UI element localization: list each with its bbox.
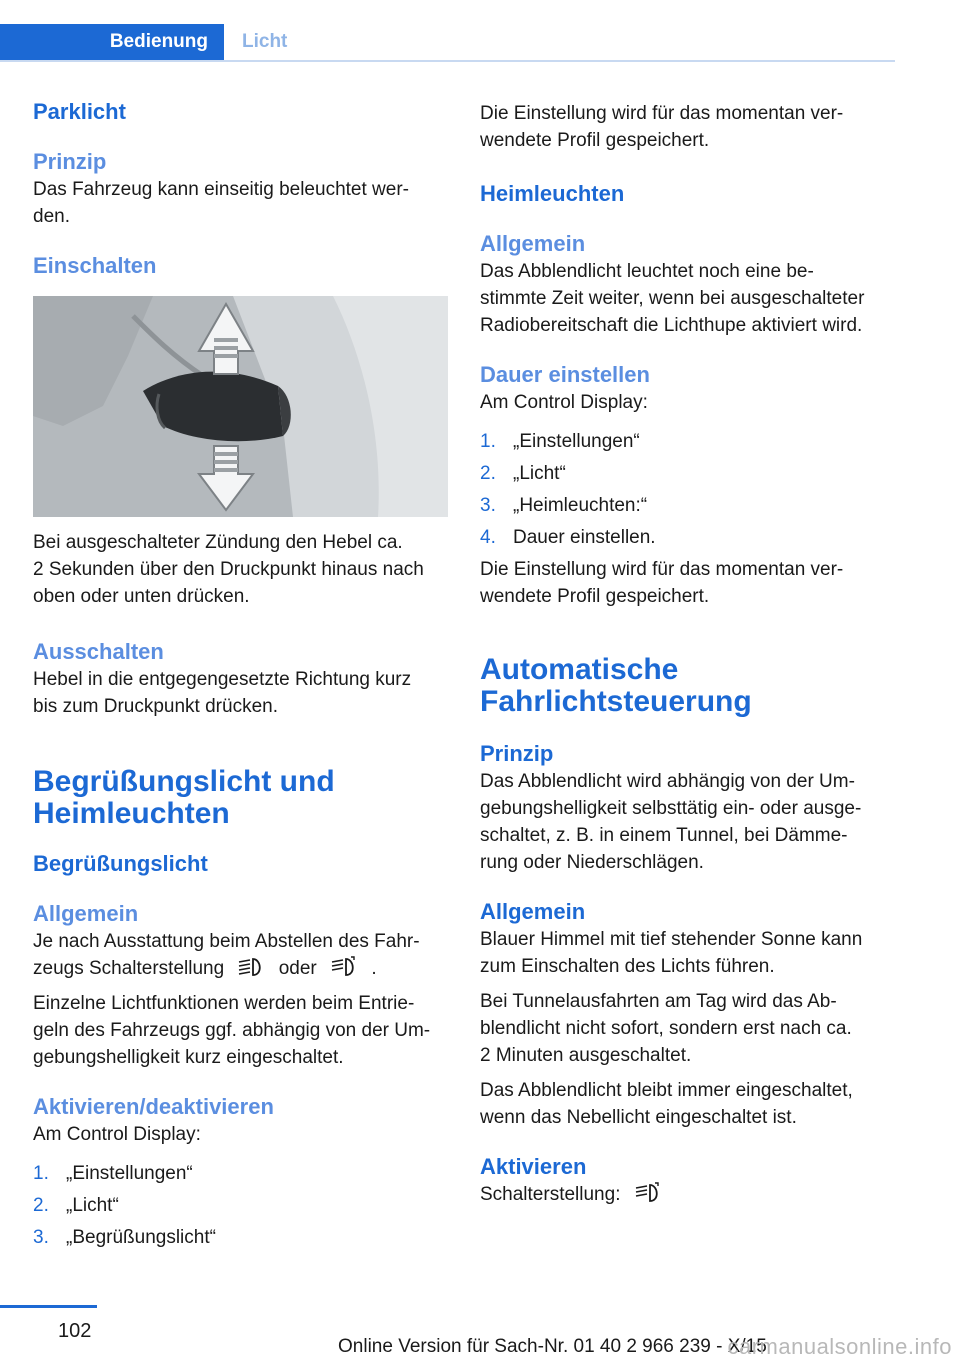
footer-version-text: Online Version für Sach-Nr. 01 40 2 966 239 - X/15: [338, 1336, 767, 1357]
light-lever-illustration: [33, 296, 448, 517]
allgemein-text-start: Je nach Ausstattung beim Abstellen des Fahr- zeugs Schalterstellung: [33, 931, 420, 979]
schalterstellung-text: Schalterstellung:: [480, 1181, 890, 1208]
allgemein-text-end: .: [371, 958, 377, 979]
auto-allgemein-text3: Das Abblendlicht bleibt immer eingeschaltet, wenn das Nebellicht eingeschaltet ist.: [480, 1080, 853, 1128]
lever-illustration-svg: [33, 296, 448, 517]
list-item: 2. „Licht“: [480, 463, 566, 484]
allgemein-text2: Einzelne Lichtfunktionen werden beim Entrie- geln des Fahrzeugs ggf. abhängig von der Um- gebungshelligkeit kurz eingeschaltet.: [33, 993, 431, 1068]
einschalten-text: Bei ausgeschalteter Zündung den Hebel ca. 2 Sekunden über den Druckpunkt hinaus nach oben oder unten drücken.: [33, 532, 424, 607]
footer-rule: [0, 1305, 97, 1308]
heading-prinzip: Prinzip: [33, 149, 107, 174]
auto-light-icon: [330, 956, 358, 978]
heimleuchten-steps: [480, 428, 890, 551]
auto-allgemein-text2: Bei Tunnelausfahrten am Tag wird das Ab- blendlicht nicht sofort, sondern erst nach ca. 2 Minuten ausgeschaltet.: [480, 991, 852, 1066]
heading-aktivieren: Aktivieren: [480, 1154, 587, 1179]
auto-prinzip-text: Das Abblendlicht wird abhängig von der Um- gebungshelligkeit selbsttätig ein- oder ausge- schaltet, z. B. in einem Tunnel, bei Dämme- rung oder Niederschlägen.: [480, 771, 862, 873]
heading-parklicht: Parklicht: [33, 99, 126, 124]
prinzip-text: Das Fahrzeug kann einseitig beleuchtet wer- den.: [33, 179, 409, 227]
heading-heimleuchten: Heimleuchten: [480, 181, 625, 206]
list-item: 1. „Einstellungen“: [480, 431, 640, 452]
list-item: 4. Dauer einstellen.: [480, 527, 656, 548]
heading-allgemein: Allgemein: [33, 901, 139, 926]
control-display-label: Am Control Display:: [33, 1124, 201, 1145]
tab-bedienung[interactable]: Bedienung: [0, 24, 224, 60]
ausschalten-text: Hebel in die entgegengesetzte Richtung kurz bis zum Druckpunkt drücken.: [33, 669, 412, 717]
profil-text-2: Die Einstellung wird für das momentan ver- wendete Profil gespeichert.: [480, 559, 844, 607]
heading-prinzip-auto: Prinzip: [480, 741, 554, 766]
begruessungslicht-steps: [33, 1160, 451, 1251]
tab-underline: [0, 60, 895, 62]
auto-allgemein-text1: Blauer Himmel mit tief stehender Sonne kann zum Einschalten des Lichts führen.: [480, 929, 863, 977]
heading-allgemein-heimleuchten: Allgemein: [480, 231, 586, 256]
right-column: [480, 98, 890, 1208]
profil-text: Die Einstellung wird für das momentan ver- wendete Profil gespeichert.: [480, 103, 844, 151]
list-item: 2. „Licht“: [33, 1195, 119, 1216]
heading-automatische-fahrlichtsteuerung: Automatische Fahrlichtsteuerung: [480, 653, 752, 718]
watermark: carmanualsonline.info: [727, 1334, 952, 1359]
list-item: 3. „Begrüßungslicht“: [33, 1227, 216, 1248]
allgemein-text-oder: oder: [278, 958, 317, 979]
chapter-tabs: [0, 24, 895, 62]
left-column: [33, 98, 451, 1256]
heading-begruessungslicht-heimleuchten: Begrüßungslicht und Heimleuchten: [33, 765, 335, 830]
list-item: 3. „Heimleuchten:“: [480, 495, 648, 516]
control-display-label: Am Control Display:: [480, 392, 648, 413]
heading-ausschalten: Ausschalten: [33, 639, 164, 664]
list-item: 1. „Einstellungen“: [33, 1163, 193, 1184]
heading-aktivieren-deaktivieren: Aktivieren/deaktivieren: [33, 1094, 274, 1119]
allgemein-text: [33, 928, 451, 982]
heading-allgemein-auto: Allgemein: [480, 899, 586, 924]
low-beam-icon: [237, 956, 265, 978]
heimleuchten-allgemein-text: Das Abblendlicht leuchtet noch eine be- stimmte Zeit weiter, wenn bei ausgeschalteter Radiobereitschaft die Lichthupe aktiviert wird.: [480, 261, 865, 336]
heading-begruessungslicht: Begrüßungslicht: [33, 851, 208, 876]
heading-einschalten: Einschalten: [33, 253, 157, 278]
page-number: 102: [58, 1320, 92, 1342]
heading-dauer-einstellen: Dauer einstellen: [480, 362, 650, 387]
auto-light-icon: [634, 1182, 662, 1204]
tab-licht[interactable]: Licht: [242, 31, 288, 52]
